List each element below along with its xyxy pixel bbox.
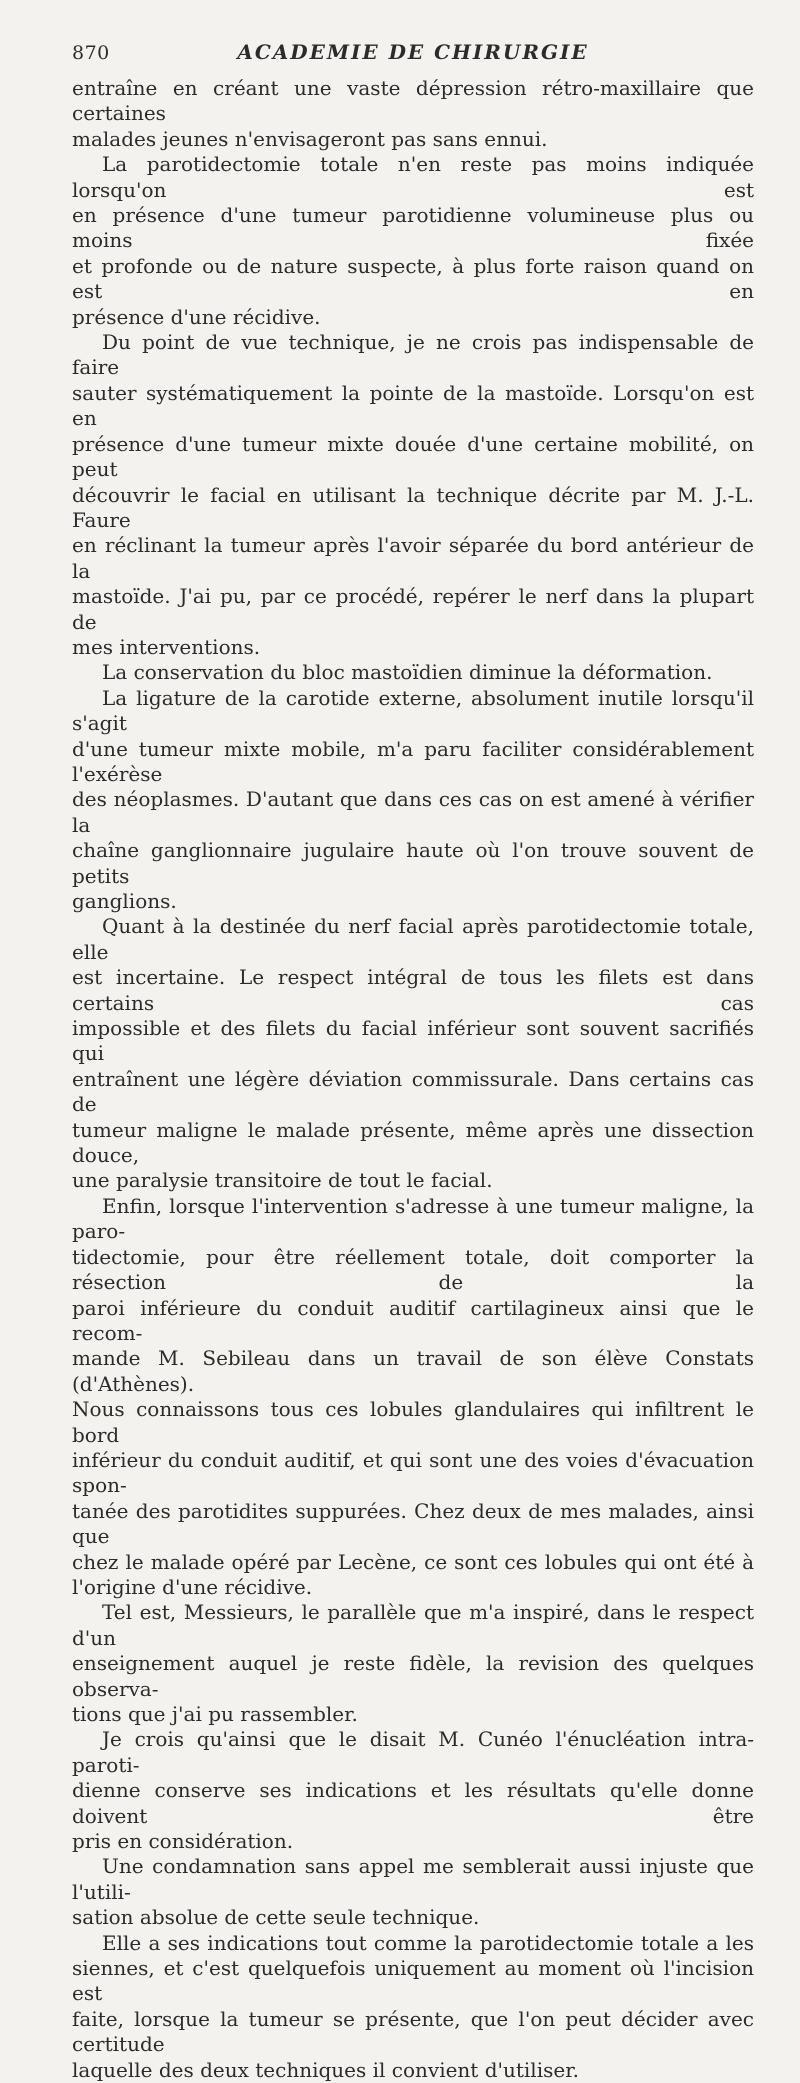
text-line: Du point de vue technique, je ne crois pas indispensable de faire [72, 330, 754, 380]
text-line: faite, lorsque la tumeur se présente, que l'on peut décider avec certitude [72, 2006, 754, 2057]
text-line: dienne conserve ses indications et les résultats qu'elle donne doivent être [72, 1778, 754, 1828]
text-line: mastoïde. J'ai pu, par ce procédé, repérer le nerf dans la plupart de [72, 584, 754, 634]
text-line: malades jeunes n'envisageront pas sans ennui. [72, 126, 548, 151]
text-line: mes interventions. [72, 634, 261, 659]
text-line: en réclinant la tumeur après l'avoir séparée du bord antérieur de la [72, 533, 754, 583]
text-line: siennes, et c'est quelquefois uniquement au moment où l'incision est [72, 1956, 754, 2006]
text-line: en présence d'une tumeur parotidienne volumineuse plus ou moins fixée [72, 203, 754, 253]
text-line: ganglions. [72, 889, 177, 913]
text-line: impossible et des filets du facial inférieur sont souvent sacrifiés qui [72, 1016, 754, 1066]
text-line: La parotidectomie totale n'en reste pas moins indiquée lorsqu'on est [72, 152, 754, 202]
text-line: La ligature de la carotide externe, absolument inutile lorsqu'il s'agit [72, 685, 754, 736]
page-number: 870 [72, 42, 110, 64]
text-line: paroi inférieure du conduit auditif cartilagineux ainsi que le recom- [72, 1295, 754, 1345]
text-line: chaîne ganglionnaire jugulaire haute où l'on trouve souvent de petits [72, 838, 754, 888]
text-line: La conservation du bloc mastoïdien diminue la déformation. [102, 660, 713, 685]
text-line: tidectomie, pour être réellement totale, doit comporter la résection de la [72, 1244, 754, 1295]
text-line: Une condamnation sans appel me semblerait aussi injuste que l'utili- [72, 1854, 754, 1904]
text-line: Elle a ses indications tout comme la parotidectomie totale a les [102, 1930, 754, 1955]
text-line: Quant à la destinée du nerf facial après parotidectomie totale, elle [72, 914, 754, 964]
text-line: entraîne en créant une vaste dépression rétro-maxillaire que certaines [72, 76, 754, 126]
text-line: Tel est, Messieurs, le parallèle que m'a inspiré, dans le respect d'un [72, 1600, 754, 1650]
text-line: présence d'une récidive. [72, 304, 321, 329]
text-line: sauter systématiquement la pointe de la mastoïde. Lorsqu'on est en [72, 380, 754, 431]
text-line: inférieur du conduit auditif, et qui sont une des voies d'évacuation spon- [72, 1447, 754, 1498]
text-line: présence d'une tumeur mixte douée d'une certaine mobilité, on peut [72, 431, 754, 482]
text-line: mande M. Sebileau dans un travail de son élève Constats (d'Athènes). [72, 1346, 754, 1396]
page-header [72, 40, 754, 66]
text-line: tanée des parotidites suppurées. Chez deux de mes malades, ainsi que [72, 1498, 754, 1549]
text-line: enseignement auquel je reste fidèle, la revision des quelques observa- [72, 1651, 754, 1701]
text-line: une paralysie transitoire de tout le facial. [72, 1168, 493, 1193]
text-line: Enfin, lorsque l'intervention s'adresse à une tumeur maligne, la paro- [72, 1193, 754, 1244]
text-line: Je crois qu'ainsi que le disait M. Cunéo l'énucléation intra-paroti- [72, 1727, 754, 1777]
text-line: est incertaine. Le respect intégral de tous les filets est dans certains cas [72, 965, 754, 1015]
text-line: tions que j'ai pu rassembler. [72, 1702, 358, 1726]
text-line: laquelle des deux techniques il convient d'utiliser. [72, 2057, 579, 2082]
text-line: découvrir le facial en utilisant la technique décrite par M. J.-L. Faure [72, 482, 754, 532]
text-line: entraînent une légère déviation commissurale. Dans certains cas de [72, 1066, 754, 1117]
text-line: pris en considération. [72, 1829, 294, 1854]
body-text [72, 76, 754, 2083]
running-title: ACADEMIE DE CHIRURGIE [237, 40, 589, 64]
text-line: tumeur maligne le malade présente, même après une dissection douce, [72, 1117, 754, 1168]
text-line: des néoplasmes. D'autant que dans ces cas on est amené à vérifier la [72, 787, 754, 837]
text-line: d'une tumeur mixte mobile, m'a paru faciliter considérablement l'exérèse [72, 736, 754, 786]
text-line: l'origine d'une récidive. [72, 1574, 313, 1599]
text-line: Nous connaissons tous ces lobules glandulaires qui infiltrent le bord [72, 1397, 754, 1447]
text-line: et profonde ou de nature suspecte, à plus forte raison quand on est en [72, 253, 754, 304]
text-line: sation absolue de cette seule technique. [72, 1905, 480, 1930]
text-line: chez le malade opéré par Lecène, ce sont ces lobules qui ont été à [72, 1549, 754, 1574]
